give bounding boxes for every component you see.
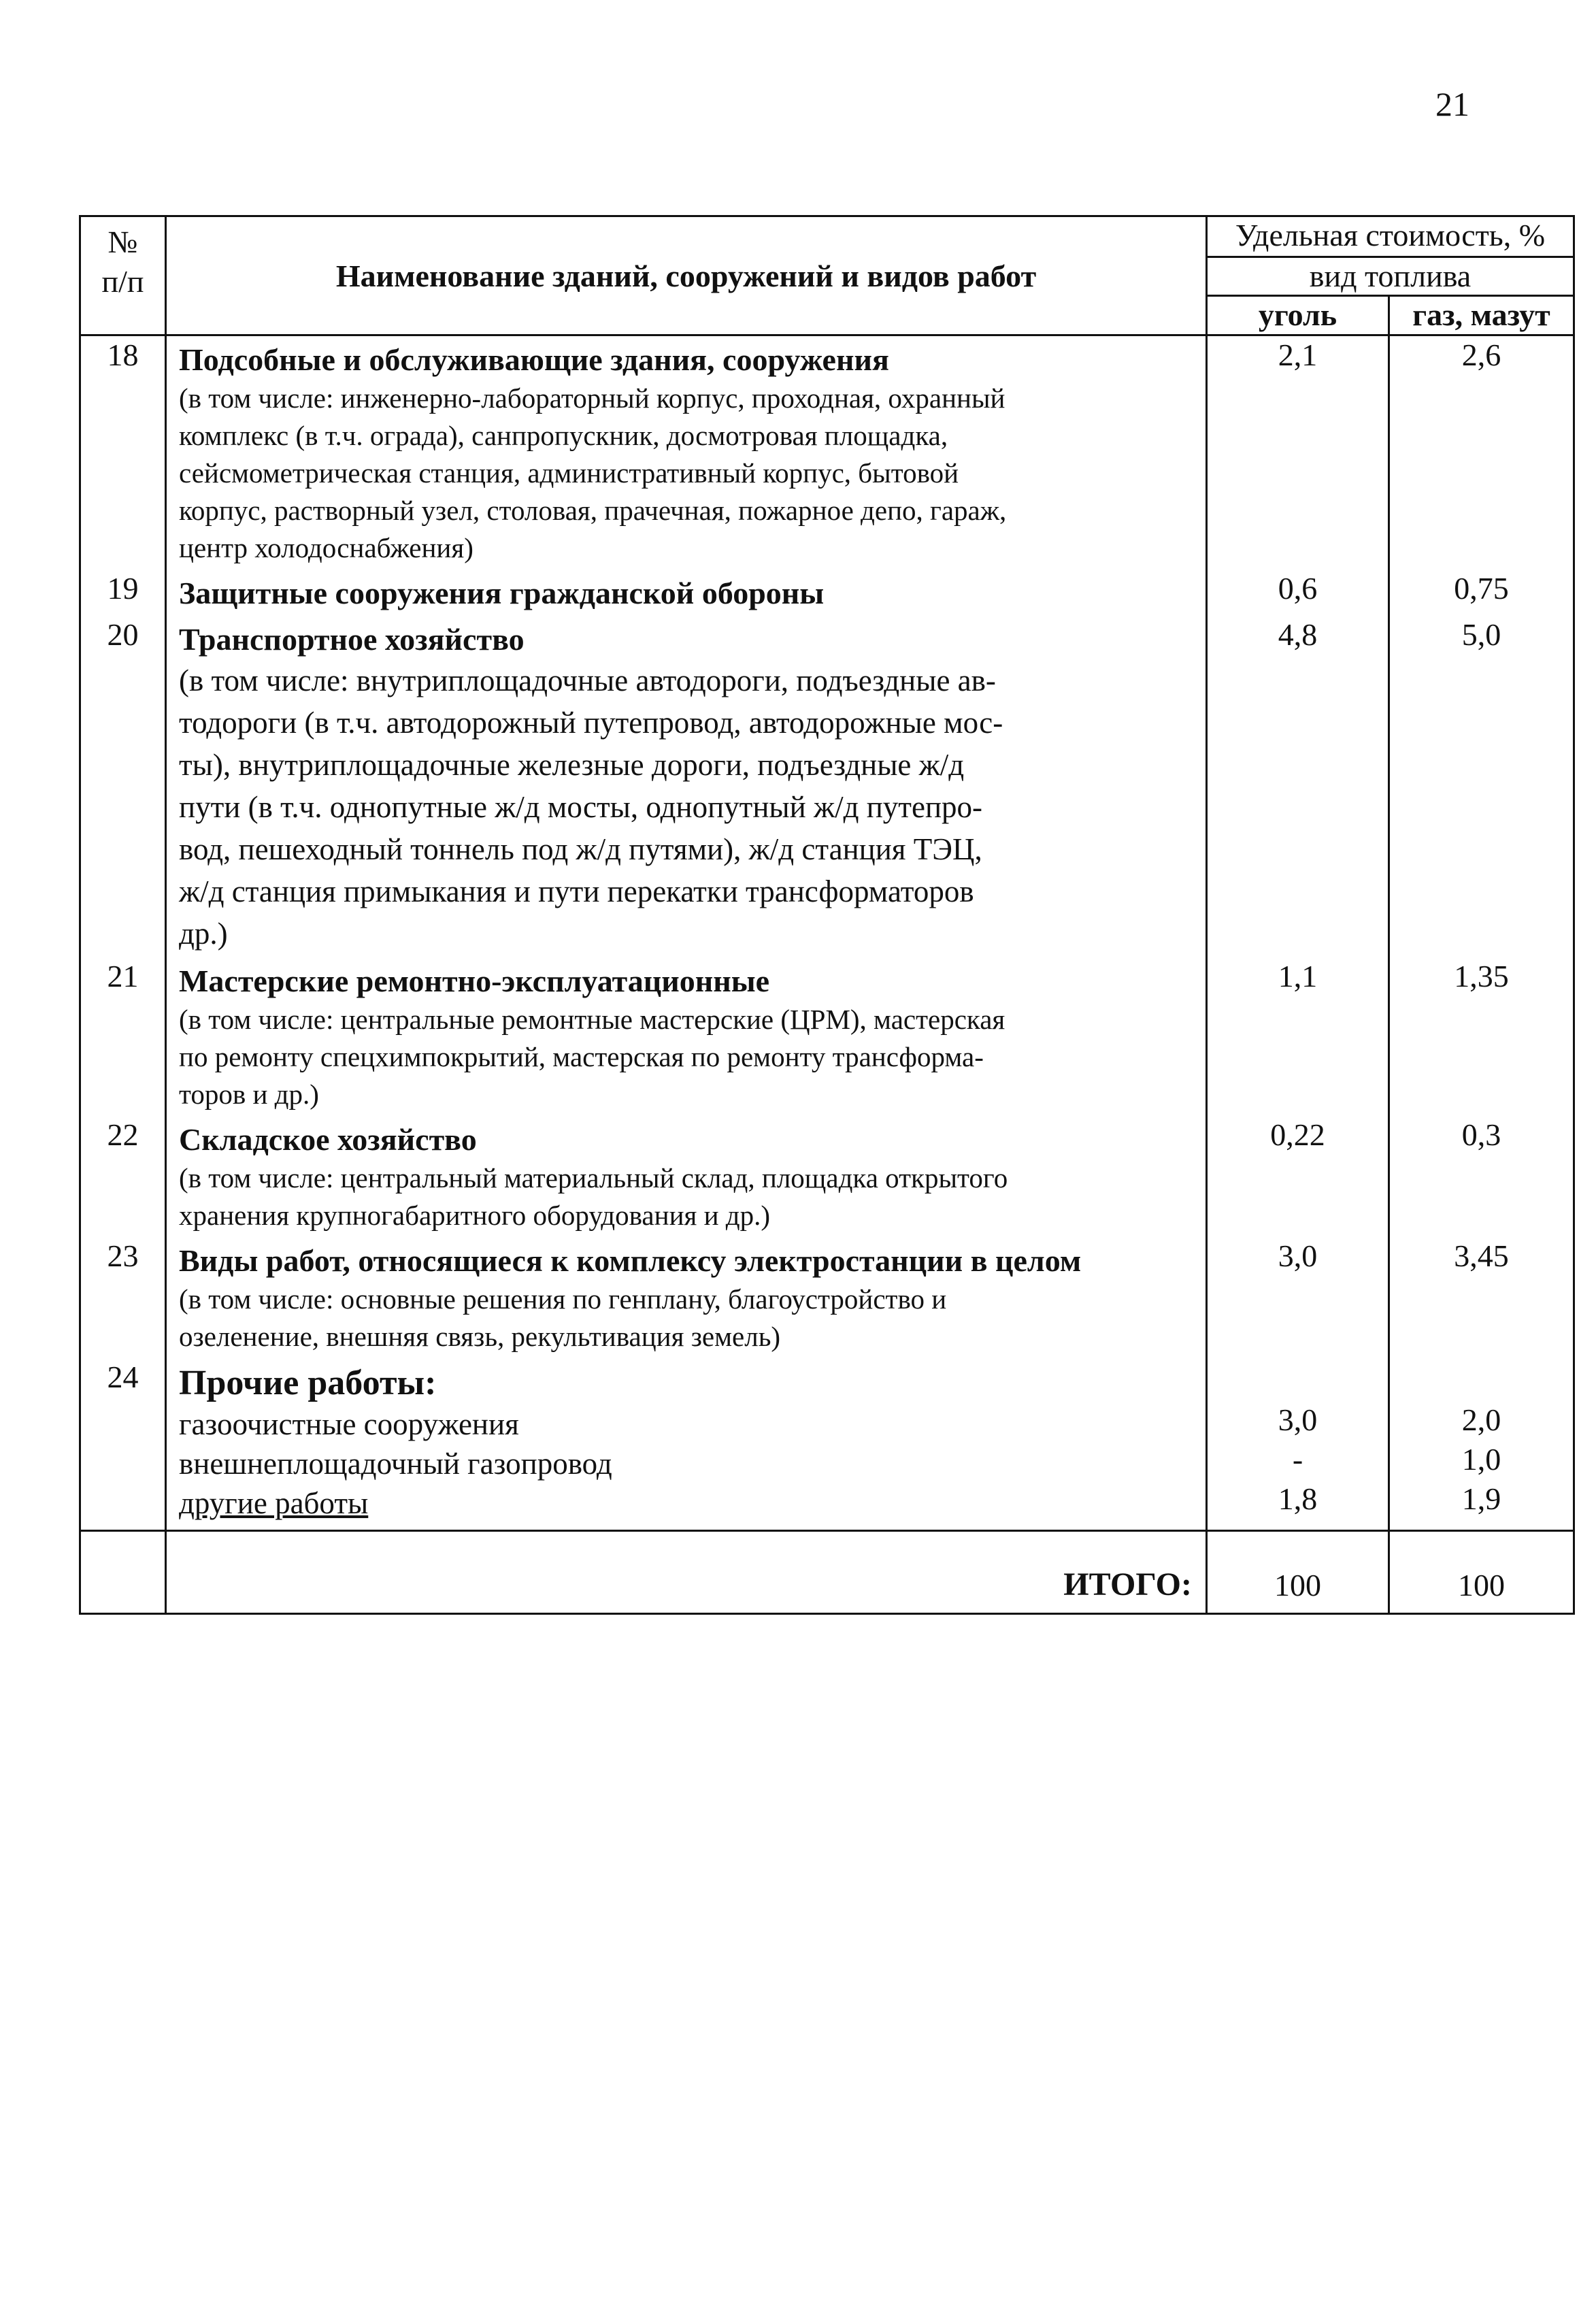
- total-gas: 100: [1389, 1531, 1574, 1614]
- desc-line: др.): [179, 917, 228, 951]
- desc-line: хранения крупногабаритного оборудования и др.): [179, 1200, 771, 1231]
- row-gas: 0,3: [1389, 1116, 1574, 1237]
- row-gas: 1,35: [1389, 957, 1574, 1116]
- row-title: Складское хозяйство: [179, 1122, 477, 1157]
- table-row: [80, 616, 1574, 957]
- row-desc: [179, 1160, 1193, 1234]
- desc-line: (в том числе: основные решения по генплану, благоустройство и: [179, 1283, 947, 1315]
- total-num-empty: [80, 1531, 166, 1614]
- row-coal: [1207, 1358, 1389, 1531]
- item-coal: 1,8: [1278, 1481, 1318, 1516]
- row-coal: 3,0: [1207, 1237, 1389, 1358]
- row-gas: 0,75: [1389, 570, 1574, 616]
- row-name: [166, 570, 1207, 616]
- row-desc: [179, 1281, 1193, 1355]
- row-name: [166, 1237, 1207, 1358]
- row-desc: [179, 380, 1193, 567]
- row-coal: 0,6: [1207, 570, 1389, 616]
- row-name: [166, 1116, 1207, 1237]
- row-desc: [179, 1001, 1193, 1113]
- row-coal: 2,1: [1207, 335, 1389, 570]
- row-title: Защитные сооружения гражданской обороны: [179, 576, 825, 610]
- desc-line: (в том числе: инженерно-лабораторный корпус, проходная, охранный: [179, 382, 1005, 414]
- item-gas: 1,9: [1461, 1481, 1501, 1516]
- total-coal: 100: [1207, 1531, 1389, 1614]
- row-name: [166, 957, 1207, 1116]
- desc-line: ты), внутриплощадочные железные дороги, подъездные ж/д: [179, 748, 965, 782]
- desc-line: вод, пешеходный тоннель под ж/д путями), ж/д станция ТЭЦ,: [179, 832, 982, 866]
- header-row-1: [80, 216, 1574, 257]
- row-gas: 2,6: [1389, 335, 1574, 570]
- table-row: [80, 1237, 1574, 1358]
- header-cost: Удельная стоимость, %: [1207, 216, 1574, 257]
- header-gas: газ, мазут: [1389, 296, 1574, 335]
- row-item: газоочистные сооружения: [179, 1407, 519, 1441]
- row-title: Подсобные и обслуживающие здания, сооружения: [179, 342, 889, 377]
- table-row: [80, 1358, 1574, 1531]
- row-gas: 5,0: [1389, 616, 1574, 957]
- row-title: Виды работ, относящиеся к комплексу электростанции в целом: [179, 1243, 1082, 1278]
- desc-line: корпус, растворный узел, столовая, прачечная, пожарное депо, гараж,: [179, 495, 1007, 526]
- cost-table: [79, 215, 1575, 1615]
- row-item: внешнеплощадочный газопровод: [179, 1447, 612, 1481]
- header-num: [80, 216, 166, 335]
- row-item: другие работы: [179, 1486, 369, 1520]
- header-fuel: вид топлива: [1207, 257, 1574, 296]
- header-name: Наименование зданий, сооружений и видов работ: [166, 216, 1207, 335]
- row-num: 19: [80, 570, 166, 616]
- desc-line: по ремонту спецхимпокрытий, мастерская по ремонту трансформа-: [179, 1041, 984, 1072]
- total-row: [80, 1531, 1574, 1614]
- row-desc: [179, 659, 1193, 955]
- desc-line: сейсмометрическая станция, административный корпус, бытовой: [179, 457, 959, 489]
- desc-line: торов и др.): [179, 1079, 319, 1110]
- table-row: [80, 335, 1574, 570]
- row-num: 24: [80, 1358, 166, 1531]
- row-coal: 1,1: [1207, 957, 1389, 1116]
- desc-line: пути (в т.ч. однопутные ж/д мосты, однопутный ж/д путепро-: [179, 790, 983, 824]
- row-coal: 4,8: [1207, 616, 1389, 957]
- table-row: [80, 570, 1574, 616]
- row-name: [166, 1358, 1207, 1531]
- row-coal: 0,22: [1207, 1116, 1389, 1237]
- item-coal: -: [1292, 1442, 1303, 1477]
- row-name: [166, 335, 1207, 570]
- item-gas: 1,0: [1461, 1442, 1501, 1477]
- header-num-abbr: п/п: [101, 264, 144, 299]
- desc-line: озеленение, внешняя связь, рекультивация земель): [179, 1321, 781, 1352]
- row-num: 20: [80, 616, 166, 957]
- row-num: 21: [80, 957, 166, 1116]
- page-number: 21: [1435, 85, 1469, 123]
- row-gas: [1389, 1358, 1574, 1531]
- row-num: 22: [80, 1116, 166, 1237]
- row-title: Прочие работы:: [179, 1364, 437, 1402]
- item-coal: 3,0: [1278, 1402, 1318, 1437]
- row-gas: 3,45: [1389, 1237, 1574, 1358]
- desc-line: комплекс (в т.ч. ограда), санпропускник, досмотровая площадка,: [179, 420, 948, 451]
- desc-line: (в том числе: внутриплощадочные автодороги, подъездные ав-: [179, 663, 996, 697]
- item-gas: 2,0: [1461, 1402, 1501, 1437]
- desc-line: (в том числе: центральный материальный склад, площадка открытого: [179, 1162, 1008, 1194]
- row-num: 18: [80, 335, 166, 570]
- desc-line: ж/д станция примыкания и пути перекатки трансформаторов: [179, 874, 974, 908]
- desc-line: тодороги (в т.ч. автодорожный путепровод, автодорожные мос-: [179, 706, 1003, 740]
- table-row: [80, 957, 1574, 1116]
- header-coal: уголь: [1207, 296, 1389, 335]
- row-num: 23: [80, 1237, 166, 1358]
- total-label: ИТОГО:: [166, 1531, 1207, 1614]
- row-name: [166, 616, 1207, 957]
- desc-line: (в том числе: центральные ремонтные мастерские (ЦРМ), мастерская: [179, 1004, 1005, 1035]
- row-title: Мастерские ремонтно-эксплуатационные: [179, 964, 770, 998]
- row-title: Транспортное хозяйство: [179, 622, 525, 657]
- desc-line: центр холодоснабжения): [179, 532, 473, 563]
- header-num-symbol: №: [107, 225, 138, 259]
- table-row: [80, 1116, 1574, 1237]
